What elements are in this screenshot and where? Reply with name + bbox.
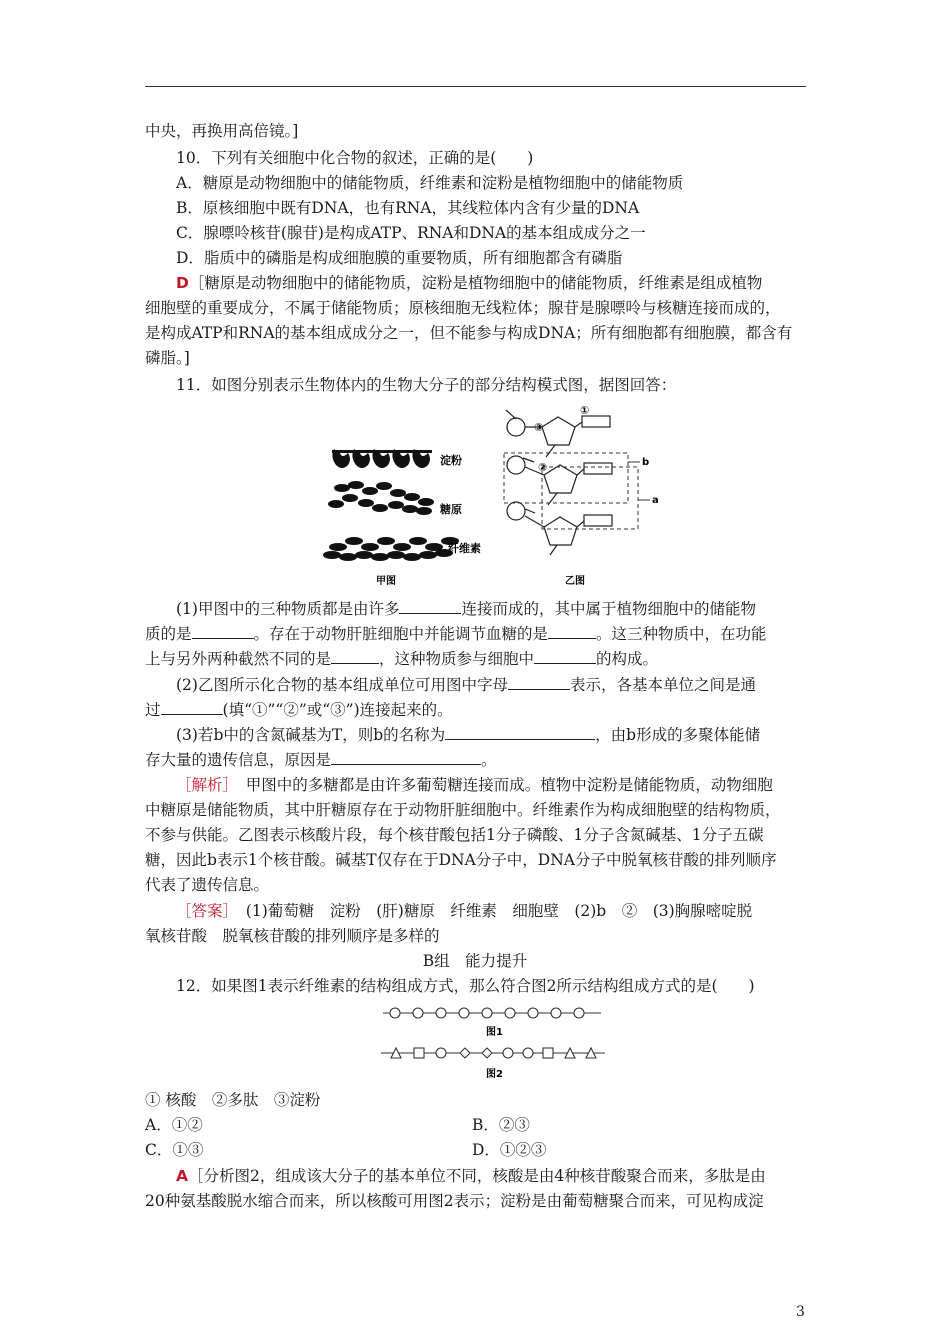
q11-part1-line: (1)甲图中的三种物质都是由许多 连接而成的，其中属于植物细胞中的储能物 <box>176 600 756 618</box>
prev-text: 中央，再换用高倍镜。] <box>145 122 299 140</box>
figure1-chain <box>383 1008 601 1018</box>
answer-blank[interactable] <box>161 699 223 715</box>
q11-part3-line: (3)若b中的含氮碱基为T，则b的名称为 ，由b形成的多聚体能储 <box>176 726 761 744</box>
q11-answer-line: ［答案］ (1)葡萄糖 淀粉 (肝)糖原 纤维素 细胞壁 (2)b ② (3)胸腺嘧啶脱 <box>176 902 753 920</box>
analysis-tag: ［解析］ <box>176 776 231 794</box>
label-starch: 淀粉 <box>440 454 462 467</box>
q11-analysis-line: 糖，因此b表示1个核苷酸。碱基T仅存在于DNA分子中，DNA分子中脱氧核苷酸的排列顺序 <box>145 851 777 869</box>
q11-part1-line: 上与另外两种截然不同的是 ，这种物质参与细胞中 的构成。 <box>145 650 659 668</box>
label-circle-3: ③ <box>534 421 544 434</box>
q12-option-c: C．①③ <box>145 1141 204 1159</box>
q11-part3-line: 存大量的遗传信息，原因是 。 <box>145 751 497 769</box>
caption-figure-b: 乙图 <box>565 576 585 587</box>
q11-part2-line: (2)乙图所示化合物的基本组成单位可用图中字母 表示，各基本单位之间是通 <box>176 676 756 694</box>
label-cellulose: 纤维素 <box>448 542 481 555</box>
q10-explanation-line: 是构成ATP和RNA的基本组成成分之一，但不能参与构成DNA；所有细胞都有细胞膜，都含有 <box>145 324 793 342</box>
q11-answer-line: 氧核苷酸 脱氧核苷酸的排列顺序是多样的 <box>145 927 440 945</box>
header-rule <box>145 86 806 87</box>
answer-blank[interactable] <box>331 749 481 765</box>
answer-blank[interactable] <box>548 623 596 639</box>
q10-option-b: B．原核细胞中既有DNA，也有RNA，其线粒体内含有少量的DNA <box>176 199 640 217</box>
q11-stem: 11．如图分别表示生物体内的生物大分子的部分结构模式图，据图回答： <box>176 376 677 394</box>
figure2-caption: 图2 <box>486 1069 503 1080</box>
q10-explanation-line: D［糖原是动物细胞中的储能物质，淀粉是植物细胞中的储能物质，纤维素是组成植物 <box>176 274 763 292</box>
answer-blank[interactable] <box>399 598 461 614</box>
q10-option-a: A．糖原是动物细胞中的储能物质，纤维素和淀粉是植物细胞中的储能物质 <box>176 174 684 192</box>
q11-figure <box>320 405 665 590</box>
q12-options-row2 <box>145 1139 807 1161</box>
caption-figure-a: 甲图 <box>376 576 396 587</box>
starch-chain <box>332 449 432 468</box>
label-circle-2: ② <box>538 461 548 474</box>
answer-blank[interactable] <box>331 648 379 664</box>
q10-option-c: C．腺嘌呤核苷(腺苷)是构成ATP、RNA和DNA的基本组成成分之一 <box>176 224 646 242</box>
q12-option-a: A．①② <box>145 1116 203 1134</box>
label-circle-1: ① <box>580 405 590 417</box>
q11-part1-line: 质的是 。存在于动物肝脏细胞中并能调节血糖的是 。这三种物质中，在功能 <box>145 625 767 643</box>
section-heading: B组 能力提升 <box>422 952 528 970</box>
q10-explanation-line: 细胞壁的重要成分，不属于储能物质；原核细胞无线粒体；腺苷是腺嘌呤与核糖连接而成的， <box>145 299 781 317</box>
q11-analysis-line: 不参与供能。乙图表示核酸片段，每个核苷酸包括1分子磷酸、1分子含氮碱基、1分子五碳 <box>145 826 764 844</box>
answer-blank[interactable] <box>192 623 254 639</box>
answer-blank[interactable] <box>508 674 570 690</box>
q12-explanation-line: A［分析图2，组成该大分子的基本单位不同，核酸是由4种核苷酸聚合而来，多肽是由 <box>176 1167 766 1185</box>
q11-part2-line: 过 (填“①”“②”或“③”)连接起来的。 <box>145 701 453 719</box>
answer-tag: ［答案］ <box>176 902 231 920</box>
q12-answer-letter: A <box>176 1167 188 1185</box>
dashed-boxes <box>504 453 638 529</box>
figure2-chain <box>381 1048 605 1058</box>
answer-blank[interactable] <box>534 648 596 664</box>
q10-option-d: D．脂质中的磷脂是构成细胞膜的重要物质，所有细胞都含有磷脂 <box>176 249 623 267</box>
q12-stem: 12．如果图1表示纤维素的结构组成方式，那么符合图2所示结构组成方式的是( ) <box>176 977 755 995</box>
glycogen-chain <box>328 481 434 515</box>
q11-analysis-line: 中糖原是储能物质，其中肝糖原存在于动物肝脏细胞中。纤维素作为构成细胞壁的结构物质， <box>145 801 781 819</box>
q12-option-b: B．②③ <box>472 1116 530 1134</box>
label-b: b <box>642 457 650 468</box>
nucleotide-chain <box>506 410 612 555</box>
q11-analysis-line: 代表了遗传信息。 <box>145 876 270 894</box>
page-number: 3 <box>796 1304 805 1320</box>
q12-options-row1 <box>145 1114 807 1136</box>
q12-option-d: D．①②③ <box>472 1141 547 1159</box>
figure1-caption: 图1 <box>486 1027 503 1038</box>
q12-items: ① 核酸 ②多肽 ③淀粉 <box>145 1091 321 1109</box>
q10-answer-letter: D <box>176 274 189 292</box>
answer-blank[interactable] <box>445 724 595 740</box>
q12-figure <box>375 1002 615 1084</box>
q11-analysis-line: ［解析］ 甲图中的多糖都是由许多葡萄糖连接而成。植物中淀粉是储能物质，动物细胞 <box>176 776 773 794</box>
label-glycogen: 糖原 <box>440 503 462 516</box>
cellulose-chain <box>323 537 459 561</box>
label-a: a <box>652 495 659 506</box>
q10-stem: 10．下列有关细胞中化合物的叙述，正确的是( ) <box>176 149 534 167</box>
q12-explanation-line: 20种氨基酸脱水缩合而来，所以核酸可用图2表示；淀粉是由葡萄糖聚合而来，可见构成淀 <box>145 1192 764 1210</box>
q10-explanation-line: 磷脂。] <box>145 349 190 367</box>
